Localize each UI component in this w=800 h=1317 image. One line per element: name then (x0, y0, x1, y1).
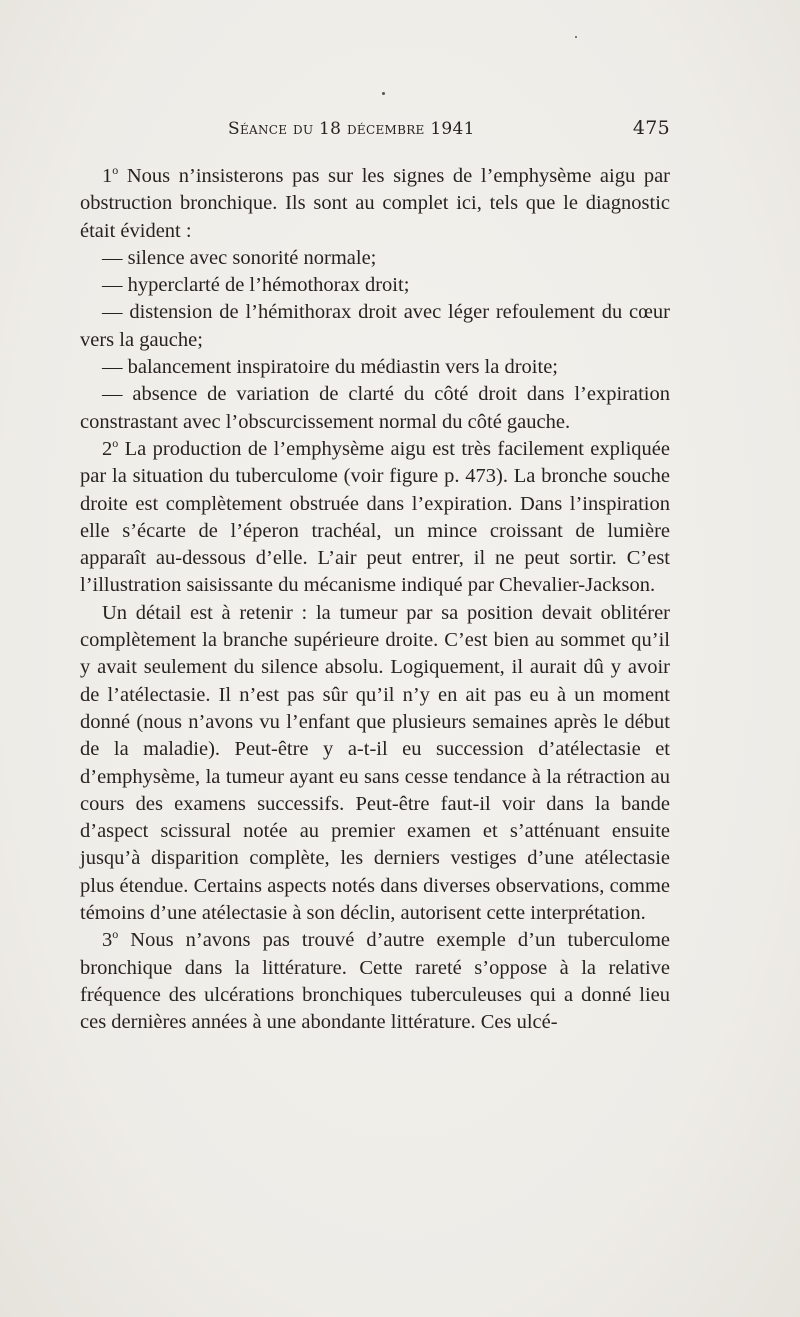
page-number: 475 (632, 117, 670, 139)
list-item: — distension de l’hémithorax droit avec léger refoulement du cœur vers la gauche; (80, 301, 670, 351)
list-item: — absence de variation de clarté du côté droit dans l’expiration constrastant avec l’obscurcissement normal du côté gauche. (80, 383, 670, 433)
body-text (80, 163, 670, 1037)
list-item: — silence avec sonorité normale; (102, 246, 377, 269)
running-title: Séance du 18 décembre 1941 (228, 119, 475, 139)
paragraph-3: 3$^o$ Nous n’avons pas trouvé d’autre exemple d’un tuberculome bronchique dans la littérature. Cette rareté s’oppose à la relative fréquence des ulcérations bronchiques tuberculeuses qui a donné lieu ces dernières années à une abondante littérature. Ces ulcé- (80, 927, 670, 1034)
paragraph-2: 2$^o$ La production de l’emphysème aigu est très facilement expliquée par la situation du tuberculome (voir figure p. 473). La bronche souche droite est complètement obstruée dans l’expiration. Dans l’inspiration elle s’écarte de l’éperon trachéal, un mince croissant de lumière apparaît au-dessous d’elle. L’air peut entrer, il ne peut sortir. C’est l’illustration saisissante du mécanisme indiqué par Chevalier-Jackson. (80, 436, 670, 597)
paragraph-1: 1$^o$ Nous n’insisterons pas sur les signes de l’emphysème aigu par obstruction bronchique. Ils sont au complet ici, tels que le diagnostic était évident : (80, 163, 670, 242)
running-header (228, 117, 670, 143)
ink-speck (382, 92, 385, 95)
list-item: — hyperclarté de l’hémothorax droit; (102, 274, 410, 297)
list-item: — balancement inspiratoire du médiastin vers la droite; (102, 356, 558, 379)
paragraph-detail: Un détail est à retenir : la tumeur par sa position devait oblitérer complètement la branche supérieure droite. C’est bien au sommet qu’il y avait seulement du silence absolu. Logiquement, il aurait dû y avoir de l’atélectasie. Il n’est pas sûr qu’il n’y en ait pas eu à un moment donné (nous n’avons vu l’enfant que plusieurs semaines après le début de la maladie). Peut-être y a-t-il eu succession d’atélectasie et d’emphysème, la tumeur ayant eu sans cesse tendance à la rétraction au cours des examens successifs. Peut-être faut-il voir dans la bande d’aspect scissural notée au premier examen et s’atténuant ensuite jusqu’à disparition complète, les derniers vestiges d’une atélectasie plus étendue. Certains aspects notés dans diverses observations, comme témoins d’une atélectasie à son déclin, autorisent cette interprétation. (80, 601, 670, 925)
ink-speck (575, 36, 577, 38)
